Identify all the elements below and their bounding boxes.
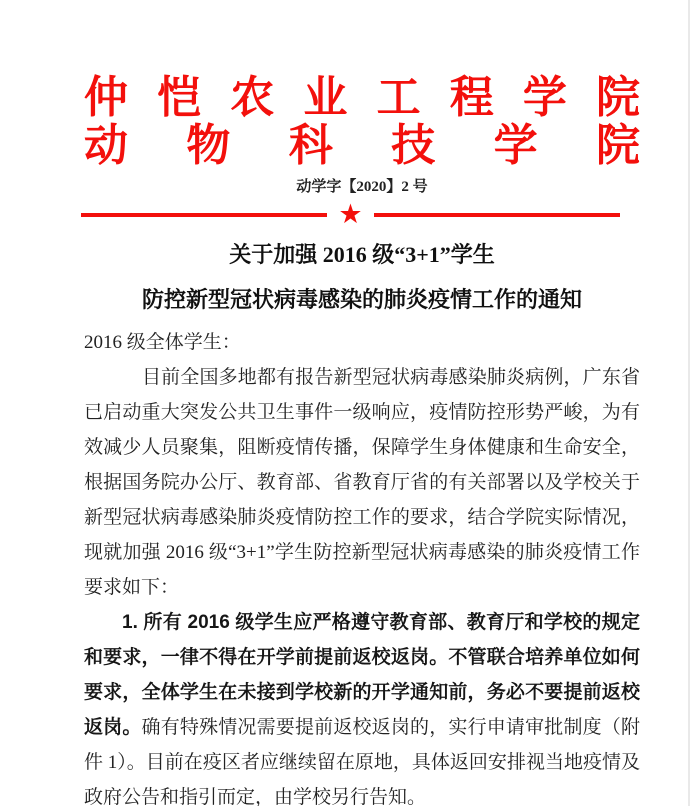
paragraph-1: 目前全国多地都有报告新型冠状病毒感染肺炎病例，广东省已启动重大突发公共卫生事件一级响应，疫情防控形势严峻，为有效减少人员聚集，阻断疫情传播，保障学生身体健康和生命安全，根据国务院办公厅、教育部、省教育厅省的有关部署以及学校关于新型冠状病毒感染肺炎疫情防控工作的要求，结合学院实际情况，现就加强 2016 级“3+1”学生防控新型冠状病毒感染的肺炎疫情工作要求如下： (84, 367, 640, 598)
red-divider (81, 199, 620, 230)
red-line-right (374, 213, 620, 217)
page-right-edge-line (688, 0, 690, 806)
salutation: 2016 级全体学生： (84, 332, 241, 353)
paragraph-item-1 (84, 605, 640, 806)
doc-number: 动学字【2020】2 号 (296, 179, 428, 195)
org-name-line1: 仲恺农业工程学院 (84, 73, 640, 122)
org-name-line2: 动物科技学院 (84, 121, 640, 170)
notice-title-line2: 防控新型冠状病毒感染的肺炎疫情工作的通知 (141, 287, 582, 312)
star-icon: ★ (338, 199, 363, 230)
item-1-bold-text: 1. 所有 2016 级学生应严格遵守教育部、教育厅和学校的规定和要求，一律不得在开学前提前返校返岗。不管联合培养单位如何要求，全体学生在未接到学校新的开学通知前，务必不要提前返校返岗。 (84, 612, 640, 738)
red-line-left (81, 213, 327, 217)
notice-title-line1: 关于加强 2016 级“3+1”学生 (229, 242, 495, 267)
item-1-regular-text: 确有特殊情况需要提前返校返岗的，实行申请审批制度（附件 1）。目前在疫区者应继续留在原地，具体返回安排视当地疫情及政府公告和指引而定，由学校另行告知。 (84, 717, 640, 806)
